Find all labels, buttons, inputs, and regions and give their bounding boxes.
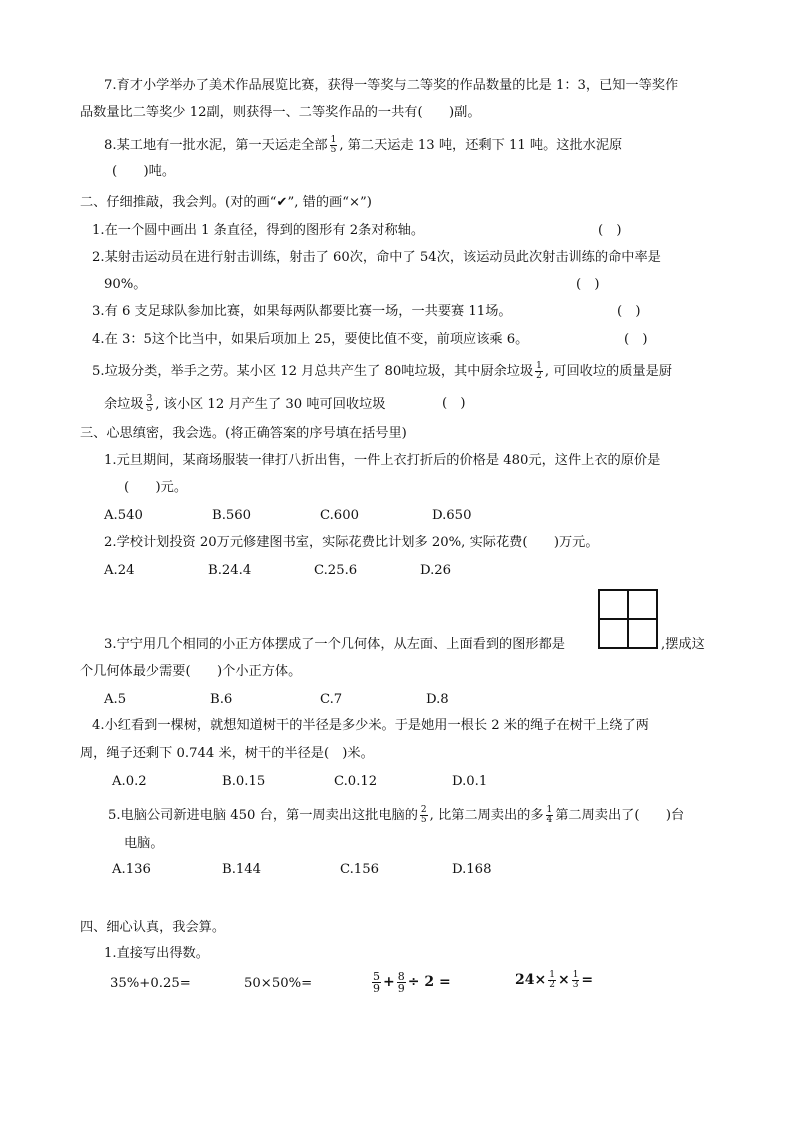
choice-q1-option-c[interactable]: C.600 <box>320 508 359 523</box>
calc-e4-fraction-1: $\frac{1}{2}$ <box>549 970 555 990</box>
judge-q5-text-c: 余垃圾 <box>104 397 144 412</box>
judge-q2-paren[interactable]: ( ) <box>576 277 600 292</box>
judge-q4: 4.在 3：5这个比当中，如果后项加上 25，要使比值不变，前项应该乘 6。 <box>92 332 529 347</box>
choice-q5-text-c: 第二周卖出了( )台 <box>555 808 685 823</box>
q8-text-a: 8.某工地有一批水泥，第一天运走全部 <box>104 138 328 153</box>
judge-q2-line1: 2.某射击运动员在进行射击训练，射击了 60次，命中了 54次，该运动员此次射击训练的命中率是 <box>92 250 661 265</box>
calc-e4-rest: = <box>581 972 594 988</box>
square-grid-figure <box>598 589 658 649</box>
judge-q4-paren[interactable]: ( ) <box>624 332 648 347</box>
judge-q5-fraction-2: $\frac{3}{5}$ <box>146 394 153 414</box>
calc-e4-text-a: 24× <box>515 972 547 988</box>
section4-title: 四、细心认真，我会算。 <box>80 920 226 935</box>
calc-expression-4 <box>515 971 593 990</box>
choice-q4-option-b[interactable]: B.0.15 <box>222 774 266 789</box>
choice-q3-line1b: ,摆成这 <box>661 637 705 652</box>
choice-q4-option-a[interactable]: A.0.2 <box>112 774 147 789</box>
q7-line2: 品数量比二等奖少 12副，则获得一、二等奖作品的一共有( )副。 <box>80 105 481 120</box>
choice-q1-line1: 1.元旦期间，某商场服装一律打八折出售，一件上衣打折后的价格是 480元，这件上衣的原价是 <box>104 453 661 468</box>
calc-e4-op: × <box>557 972 570 988</box>
choice-q5-line2: 电脑。 <box>124 836 164 851</box>
calc-expression-1: 35%+0.25= <box>110 976 191 991</box>
choice-q1-option-d[interactable]: D.650 <box>432 508 472 523</box>
choice-q5-fraction-2: $\frac{1}{4}$ <box>546 805 553 825</box>
section2-title: 二、仔细推敲，我会判。(对的画“✔”, 错的画“×”) <box>80 195 372 210</box>
judge-q1-paren[interactable]: ( ) <box>598 223 622 238</box>
choice-q2-option-d[interactable]: D.26 <box>420 563 452 578</box>
choice-q2-option-c[interactable]: C.25.6 <box>314 563 358 578</box>
choice-q4-option-d[interactable]: D.0.1 <box>452 774 488 789</box>
choice-q3-option-c[interactable]: C.7 <box>320 692 343 707</box>
calc-e3-op1: + <box>383 974 395 990</box>
choice-q2-line1: 2.学校计划投资 20万元修建图书室，实际花费比计划多 20%, 实际花费( )万元。 <box>104 535 599 550</box>
judge-q5-paren[interactable]: ( ) <box>442 396 466 411</box>
choice-q5-fraction-1: $\frac{2}{5}$ <box>420 805 427 825</box>
choice-q3-option-d[interactable]: D.8 <box>426 692 449 707</box>
q7-line1: 7.育才小学举办了美术作品展览比赛，获得一等奖与二等奖的作品数量的比是 1：3，已知一等奖作 <box>104 78 679 93</box>
choice-q2-option-a[interactable]: A.24 <box>104 563 135 578</box>
choice-q5-option-c[interactable]: C.156 <box>340 862 379 877</box>
choice-q1-line2: ( )元。 <box>124 480 188 495</box>
choice-q3-option-a[interactable]: A.5 <box>104 692 127 707</box>
judge-q5-line2 <box>104 395 385 414</box>
q8-line2: ( )吨。 <box>112 164 176 179</box>
q8-fraction: $\frac{1}{5}$ <box>330 135 337 155</box>
choice-q5-option-a[interactable]: A.136 <box>112 862 151 877</box>
choice-q5-text-b: , 比第二周卖出的多 <box>429 808 544 823</box>
choice-q5-text-a: 5.电脑公司新进电脑 450 台，第一周卖出这批电脑的 <box>108 808 418 823</box>
q8-line1 <box>104 136 622 155</box>
choice-q2-option-b[interactable]: B.24.4 <box>208 563 252 578</box>
judge-q5-line1 <box>92 362 672 381</box>
choice-q4-line1: 4.小红看到一棵树，就想知道树干的半径是多少米。于是她用一根长 2 米的绳子在树干上绕了两 <box>92 718 649 733</box>
calc-e3-rest: ÷ 2 = <box>407 974 451 990</box>
choice-q3-option-b[interactable]: B.6 <box>210 692 233 707</box>
judge-q1: 1.在一个圆中画出 1 条直径，得到的图形有 2条对称轴。 <box>92 223 425 238</box>
calc-expression-2: 50×50%= <box>244 976 313 991</box>
choice-q1-option-a[interactable]: A.540 <box>104 508 143 523</box>
judge-q5-fraction-1: $\frac{1}{2}$ <box>536 361 542 381</box>
choice-q4-line2: 周，绳子还剩下 0.744 米，树干的半径是( )米。 <box>80 746 374 761</box>
section3-title: 三、心思缜密，我会选。(将正确答案的序号填在括号里) <box>80 426 407 441</box>
choice-q3-line1a: 3.宁宁用几个相同的小正方体摆成了一个几何体，从左面、上面看到的图形都是 <box>104 637 565 652</box>
calc-e3-fraction-1: $\frac{5}{9}$ <box>373 970 380 995</box>
choice-q5-line1 <box>108 806 684 825</box>
choice-q3-line2: 个几何体最少需要( )个小正方体。 <box>80 664 302 679</box>
judge-q3: 3.有 6 支足球队参加比赛，如果每两队都要比赛一场，一共要赛 11场。 <box>92 304 512 319</box>
judge-q5-text-b: , 可回收垃的质量是厨 <box>544 364 672 379</box>
judge-q5-text-d: , 该小区 12 月产生了 30 吨可回收垃圾 <box>155 397 386 412</box>
calc-e3-fraction-2: $\frac{8}{9}$ <box>397 970 405 995</box>
judge-q3-paren[interactable]: ( ) <box>617 304 641 319</box>
choice-q1-option-b[interactable]: B.560 <box>212 508 252 523</box>
judge-q2-line2: 90%。 <box>104 277 147 292</box>
calc-e4-fraction-2: $\frac{1}{3}$ <box>572 970 579 990</box>
calc-expression-3 <box>370 971 451 994</box>
choice-q5-option-b[interactable]: B.144 <box>222 862 262 877</box>
choice-q5-option-d[interactable]: D.168 <box>452 862 492 877</box>
section4-subtitle: 1.直接写出得数。 <box>104 946 209 961</box>
q8-text-b: , 第二天运走 13 吨，还剩下 11 吨。这批水泥原 <box>339 138 623 153</box>
judge-q5-text-a: 5.垃圾分类，举手之劳。某小区 12 月总共产生了 80吨垃圾，其中厨余垃圾 <box>92 364 534 379</box>
choice-q4-option-c[interactable]: C.0.12 <box>334 774 378 789</box>
